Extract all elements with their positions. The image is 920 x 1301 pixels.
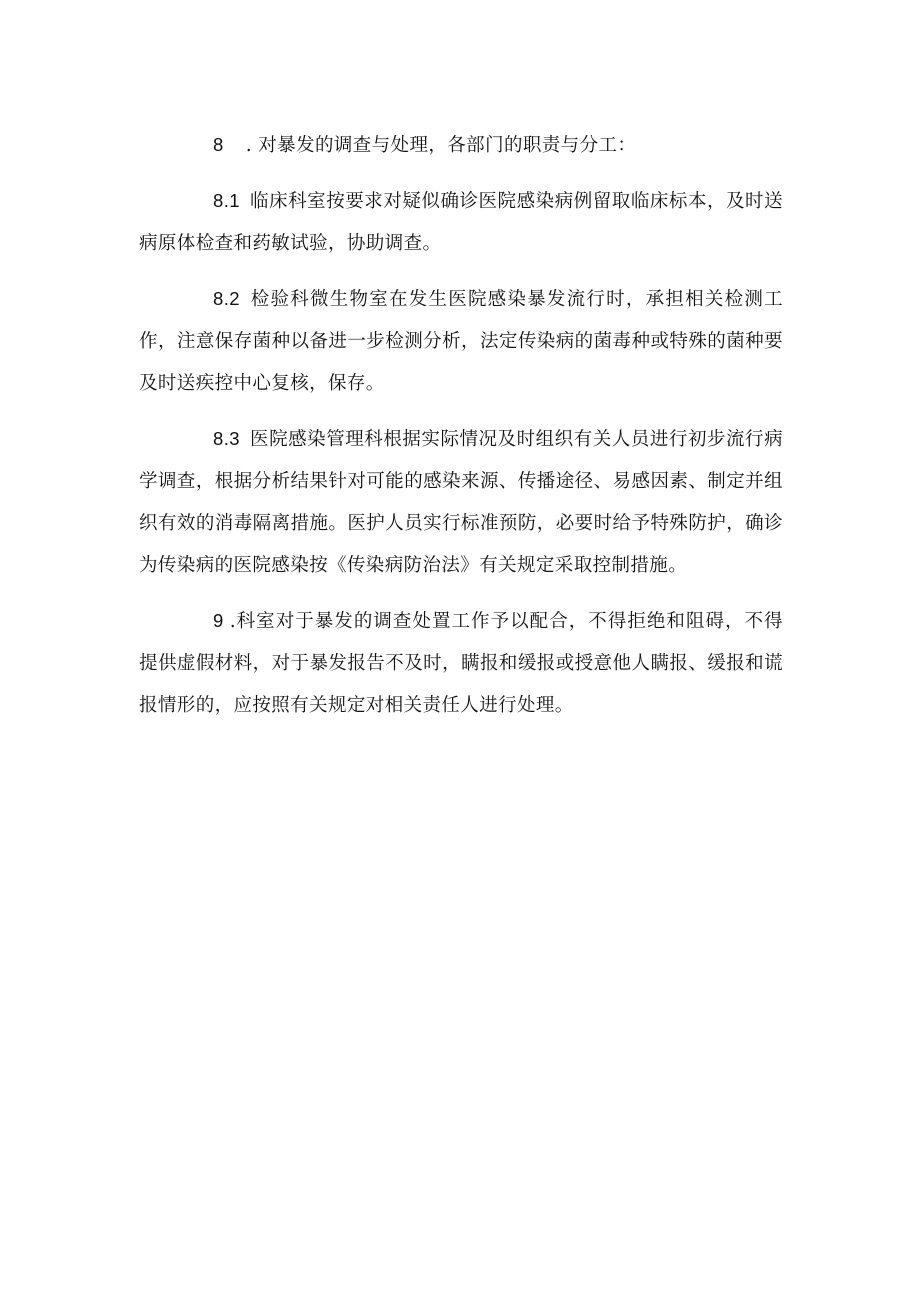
section-number: 8.3 <box>213 428 240 449</box>
paragraph-text: .科室对于暴发的调查处置工作予以配合，不得拒绝和阻碍，不得提供虚假材料，对于暴发报告不及时，瞒报和缓报或授意他人瞒报、缓报和谎报情形的，应按照有关规定对相关责任人进行处理。 <box>139 611 783 716</box>
paragraph-8-1 <box>139 180 783 265</box>
paragraph-8-2 <box>139 278 783 405</box>
paragraph-8 <box>139 124 783 167</box>
paragraph-text: . 对暴发的调查与处理，各部门的职责与分工： <box>245 135 637 156</box>
paragraph-text: 检验科微生物室在发生医院感染暴发流行时，承担相关检测工作，注意保存菌种以备进一步检测分析，法定传染病的菌毒种或特殊的菌种要及时送疾控中心复核，保存。 <box>139 289 783 394</box>
section-number: 8.2 <box>213 288 240 309</box>
paragraph-8-3 <box>139 418 783 587</box>
document-body <box>139 124 783 740</box>
section-number: 9 <box>213 610 224 631</box>
paragraph-9 <box>139 600 783 727</box>
section-number: 8 <box>213 134 224 155</box>
paragraph-text: 医院感染管理科根据实际情况及时组织有关人员进行初步流行病学调查，根据分析结果针对可能的感染来源、传播途径、易感因素、制定并组织有效的消毒隔离措施。医护人员实行标准预防，必要时给予特殊防护，确诊为传染病的医院感染按《传染病防治法》有关规定采取控制措施。 <box>139 429 783 576</box>
section-number: 8.1 <box>213 190 240 211</box>
paragraph-text: 临床科室按要求对疑似确诊医院感染病例留取临床标本，及时送病原体检查和药敏试验，协助调查。 <box>139 191 783 254</box>
